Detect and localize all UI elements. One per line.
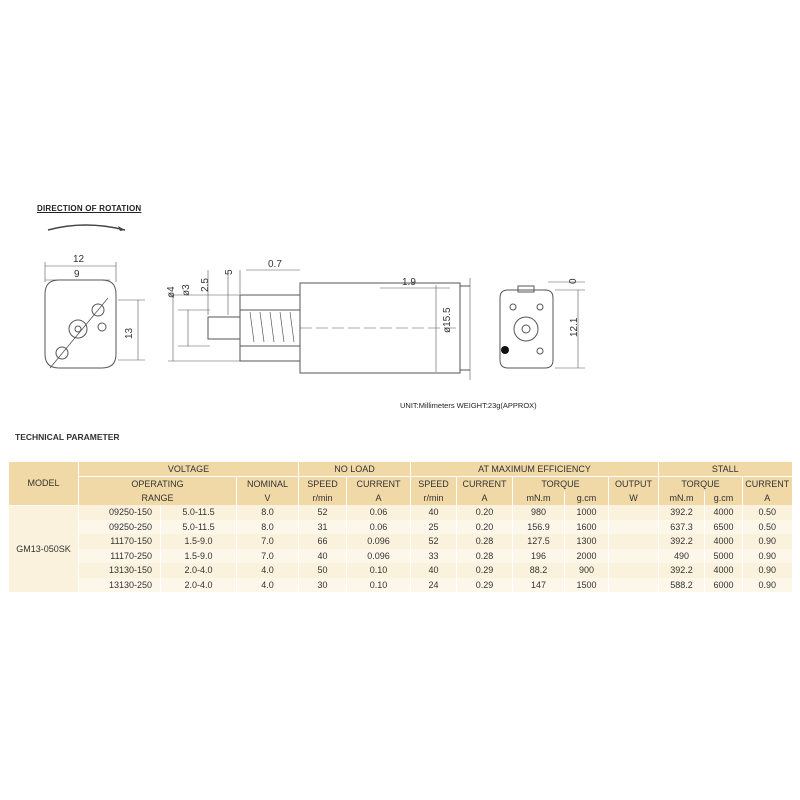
unit-gcm: g.cm bbox=[565, 491, 609, 505]
cell-me-gcm: 1300 bbox=[565, 534, 609, 549]
cell-st-mnm: 490 bbox=[659, 549, 705, 564]
cell-me-output bbox=[609, 505, 659, 520]
cell-range: 2.0-4.0 bbox=[161, 578, 237, 593]
cell-nl-speed: 50 bbox=[299, 563, 347, 578]
unit-v: V bbox=[237, 491, 299, 505]
table-body bbox=[9, 505, 792, 592]
cell-me-mnm: 147 bbox=[513, 578, 565, 593]
front-view bbox=[45, 262, 145, 368]
cell-range: 1.5-9.0 bbox=[161, 549, 237, 564]
dim-2.5: 2.5 bbox=[200, 278, 211, 292]
cell-me-speed: 24 bbox=[411, 578, 457, 593]
cell-me-current: 0.28 bbox=[457, 534, 513, 549]
header-range: RANGE bbox=[79, 491, 237, 505]
header-nl-current: CURRENT bbox=[347, 477, 411, 492]
cell-nominal: 4.0 bbox=[237, 563, 299, 578]
header-operating: OPERATING bbox=[79, 477, 237, 492]
header-nominal: NOMINAL bbox=[237, 477, 299, 492]
rotation-label: DIRECTION OF ROTATION bbox=[37, 204, 142, 213]
model-variant-cell: 13130-250 bbox=[79, 578, 161, 593]
cell-me-output bbox=[609, 549, 659, 564]
unit-mnm: mN.m bbox=[659, 491, 705, 505]
model-variant-cell: 13130-150 bbox=[79, 563, 161, 578]
cell-st-mnm: 588.2 bbox=[659, 578, 705, 593]
dim-0: 0 bbox=[568, 278, 579, 284]
cell-me-current: 0.29 bbox=[457, 563, 513, 578]
unit-gcm: g.cm bbox=[705, 491, 743, 505]
table-row bbox=[9, 534, 792, 549]
table-row bbox=[9, 563, 792, 578]
cell-nl-current: 0.10 bbox=[347, 563, 411, 578]
technical-parameter-table bbox=[8, 462, 792, 592]
model-variant-cell: 11170-150 bbox=[79, 534, 161, 549]
cell-me-mnm: 980 bbox=[513, 505, 565, 520]
table-row bbox=[9, 505, 792, 520]
cell-me-speed: 52 bbox=[411, 534, 457, 549]
cell-st-current: 0.50 bbox=[743, 505, 792, 520]
header-st-current: CURRENT bbox=[743, 477, 792, 492]
cell-st-mnm: 392.2 bbox=[659, 563, 705, 578]
cell-me-speed: 25 bbox=[411, 520, 457, 535]
cell-nl-speed: 31 bbox=[299, 520, 347, 535]
unit-w: W bbox=[609, 491, 659, 505]
cell-nl-current: 0.10 bbox=[347, 578, 411, 593]
cell-nl-speed: 30 bbox=[299, 578, 347, 593]
cell-st-current: 0.90 bbox=[743, 534, 792, 549]
terminal-marker bbox=[501, 346, 509, 354]
header-output: OUTPUT bbox=[609, 477, 659, 492]
cell-st-mnm: 392.2 bbox=[659, 505, 705, 520]
unit-a: A bbox=[457, 491, 513, 505]
dim-13: 13 bbox=[124, 327, 135, 339]
header-st-torque: TORQUE bbox=[659, 477, 743, 492]
cell-nl-speed: 66 bbox=[299, 534, 347, 549]
header-me-torque: TORQUE bbox=[513, 477, 609, 492]
model-name-cell: GM13-050SK bbox=[9, 505, 79, 592]
header-me-speed: SPEED bbox=[411, 477, 457, 492]
cell-me-mnm: 127.5 bbox=[513, 534, 565, 549]
cell-st-gcm: 6500 bbox=[705, 520, 743, 535]
cell-me-gcm: 900 bbox=[565, 563, 609, 578]
cell-nominal: 7.0 bbox=[237, 534, 299, 549]
cell-me-current: 0.20 bbox=[457, 520, 513, 535]
section-title: TECHNICAL PARAMETER bbox=[15, 432, 120, 442]
cell-me-output bbox=[609, 534, 659, 549]
dim-d15.5: ø15.5 bbox=[442, 307, 453, 333]
header-max-efficiency: AT MAXIMUM EFFICIENCY bbox=[411, 462, 659, 477]
cell-st-gcm: 4000 bbox=[705, 505, 743, 520]
cell-nominal: 4.0 bbox=[237, 578, 299, 593]
cell-st-mnm: 637.3 bbox=[659, 520, 705, 535]
cell-nl-current: 0.06 bbox=[347, 520, 411, 535]
cell-me-gcm: 1600 bbox=[565, 520, 609, 535]
cell-range: 1.5-9.0 bbox=[161, 534, 237, 549]
header-no-load: NO LOAD bbox=[299, 462, 411, 477]
unit-a: A bbox=[347, 491, 411, 505]
cell-me-gcm: 1000 bbox=[565, 505, 609, 520]
cell-me-mnm: 156.9 bbox=[513, 520, 565, 535]
cell-me-mnm: 88.2 bbox=[513, 563, 565, 578]
cell-me-current: 0.28 bbox=[457, 549, 513, 564]
cell-st-gcm: 5000 bbox=[705, 549, 743, 564]
cell-st-gcm: 4000 bbox=[705, 563, 743, 578]
cell-me-output bbox=[609, 563, 659, 578]
table-row bbox=[9, 520, 792, 535]
unit-rmin: r/min bbox=[299, 491, 347, 505]
dim-12.1: 12.1 bbox=[569, 317, 580, 337]
cell-nl-speed: 40 bbox=[299, 549, 347, 564]
cell-me-current: 0.20 bbox=[457, 505, 513, 520]
motor-technical-drawing bbox=[0, 190, 800, 420]
rotation-arrow bbox=[48, 225, 125, 230]
header-me-current: CURRENT bbox=[457, 477, 513, 492]
cell-me-output bbox=[609, 578, 659, 593]
cell-st-current: 0.90 bbox=[743, 578, 792, 593]
cell-nominal: 7.0 bbox=[237, 549, 299, 564]
dim-5: 5 bbox=[224, 269, 235, 275]
cell-me-output bbox=[609, 520, 659, 535]
cell-nl-current: 0.096 bbox=[347, 549, 411, 564]
dim-d4: ø4 bbox=[166, 286, 177, 298]
cell-range: 5.0-11.5 bbox=[161, 505, 237, 520]
cell-nl-current: 0.06 bbox=[347, 505, 411, 520]
model-variant-cell: 09250-150 bbox=[79, 505, 161, 520]
cell-me-speed: 40 bbox=[411, 563, 457, 578]
units-weight-note: UNIT:Millimeters WEIGHT:23g(APPROX) bbox=[400, 401, 537, 410]
header-model: MODEL bbox=[9, 462, 79, 505]
cell-nl-current: 0.096 bbox=[347, 534, 411, 549]
cell-st-current: 0.50 bbox=[743, 520, 792, 535]
unit-rmin: r/min bbox=[411, 491, 457, 505]
cell-me-gcm: 2000 bbox=[565, 549, 609, 564]
model-variant-cell: 09250-250 bbox=[79, 520, 161, 535]
cell-nl-speed: 52 bbox=[299, 505, 347, 520]
dim-d3: ø3 bbox=[181, 284, 192, 296]
cell-range: 5.0-11.5 bbox=[161, 520, 237, 535]
cell-st-gcm: 4000 bbox=[705, 534, 743, 549]
unit-a: A bbox=[743, 491, 792, 505]
cell-me-mnm: 196 bbox=[513, 549, 565, 564]
model-variant-cell: 11170-250 bbox=[79, 549, 161, 564]
header-stall: STALL bbox=[659, 462, 792, 477]
cell-nominal: 8.0 bbox=[237, 505, 299, 520]
cell-st-mnm: 392.2 bbox=[659, 534, 705, 549]
cell-me-speed: 33 bbox=[411, 549, 457, 564]
cell-st-current: 0.90 bbox=[743, 563, 792, 578]
header-voltage: VOLTAGE bbox=[79, 462, 299, 477]
dim-12: 12 bbox=[73, 254, 85, 265]
dim-0.7: 0.7 bbox=[268, 259, 282, 270]
header-nl-speed: SPEED bbox=[299, 477, 347, 492]
table-row bbox=[9, 578, 792, 593]
cell-range: 2.0-4.0 bbox=[161, 563, 237, 578]
cell-me-speed: 40 bbox=[411, 505, 457, 520]
cell-me-gcm: 1500 bbox=[565, 578, 609, 593]
unit-mnm: mN.m bbox=[513, 491, 565, 505]
side-view bbox=[168, 270, 470, 380]
dim-1.9: 1.9 bbox=[402, 277, 416, 288]
table-row bbox=[9, 549, 792, 564]
cell-st-current: 0.90 bbox=[743, 549, 792, 564]
cell-me-current: 0.29 bbox=[457, 578, 513, 593]
cell-nominal: 8.0 bbox=[237, 520, 299, 535]
cell-st-gcm: 6000 bbox=[705, 578, 743, 593]
dim-9: 9 bbox=[74, 269, 80, 280]
